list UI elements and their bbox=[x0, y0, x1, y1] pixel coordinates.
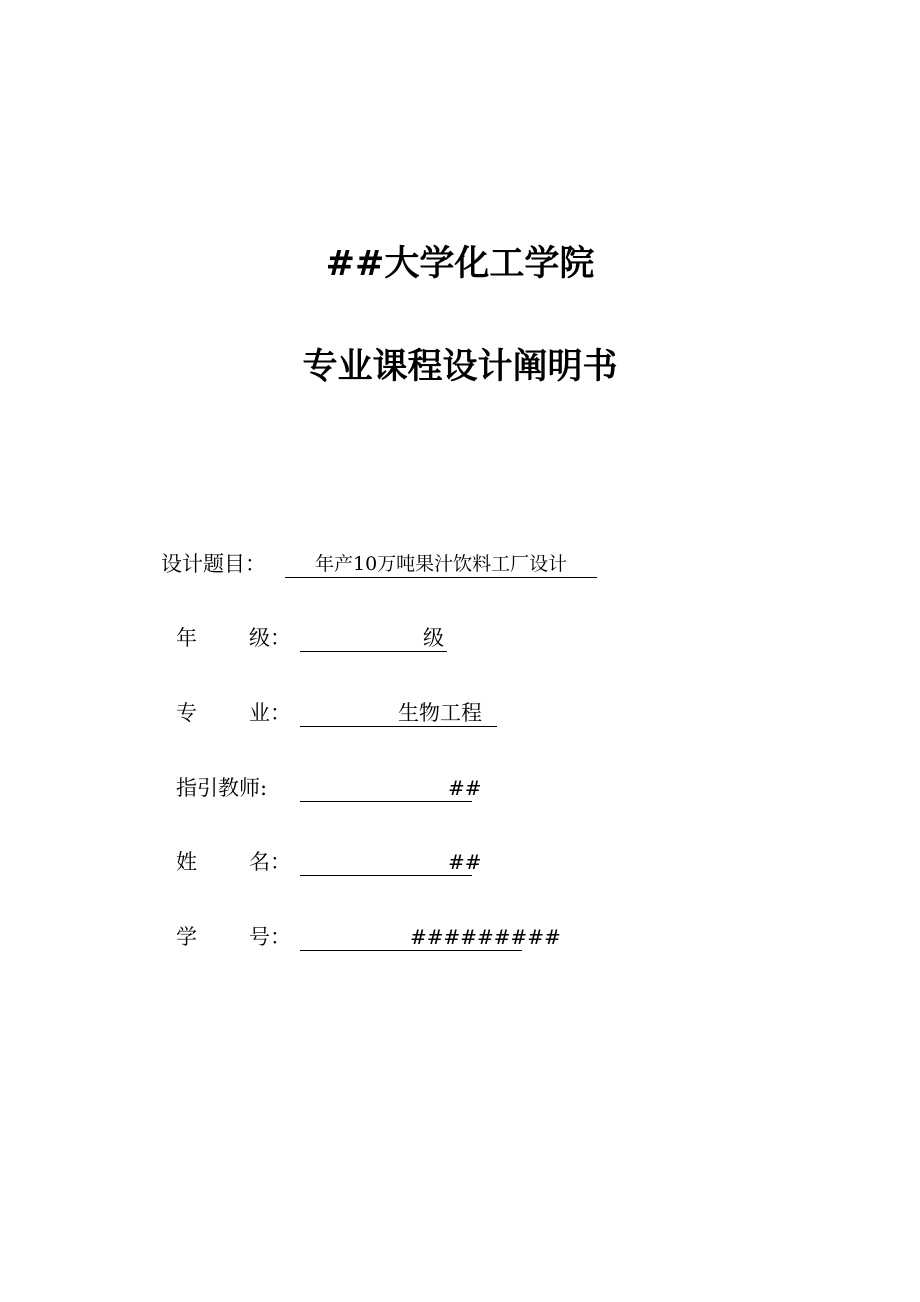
major-label-b: 业： bbox=[249, 701, 291, 725]
grade-row bbox=[176, 623, 476, 653]
name-label-a: 姓 bbox=[176, 850, 197, 874]
document-title: 专业课程设计阐明书 bbox=[302, 347, 618, 387]
topic-label: 设计题目： bbox=[161, 552, 266, 576]
student-id-row bbox=[176, 922, 561, 952]
advisor-row bbox=[176, 773, 496, 803]
student-id-value: ######### bbox=[410, 925, 561, 949]
topic-row bbox=[161, 549, 621, 579]
advisor-label: 指引教师: bbox=[176, 776, 268, 800]
school-title: ##大学化工学院 bbox=[325, 244, 595, 284]
major-row bbox=[176, 698, 516, 728]
student-id-label-b: 号： bbox=[249, 925, 291, 949]
major-value: 生物工程 bbox=[398, 701, 482, 725]
name-row bbox=[176, 847, 496, 877]
topic-value: 年产10万吨果汁饮料工厂设计 bbox=[315, 553, 568, 575]
grade-value: 级 bbox=[423, 626, 444, 650]
name-label-b: 名： bbox=[249, 850, 291, 874]
major-label-a: 专 bbox=[176, 701, 197, 725]
grade-label-b: 级： bbox=[249, 626, 291, 650]
advisor-value: ## bbox=[448, 776, 482, 800]
advisor-underline bbox=[300, 773, 472, 802]
name-underline bbox=[300, 847, 472, 876]
student-id-label-a: 学 bbox=[176, 925, 197, 949]
grade-label-a: 年 bbox=[176, 626, 197, 650]
name-value: ## bbox=[448, 850, 482, 874]
